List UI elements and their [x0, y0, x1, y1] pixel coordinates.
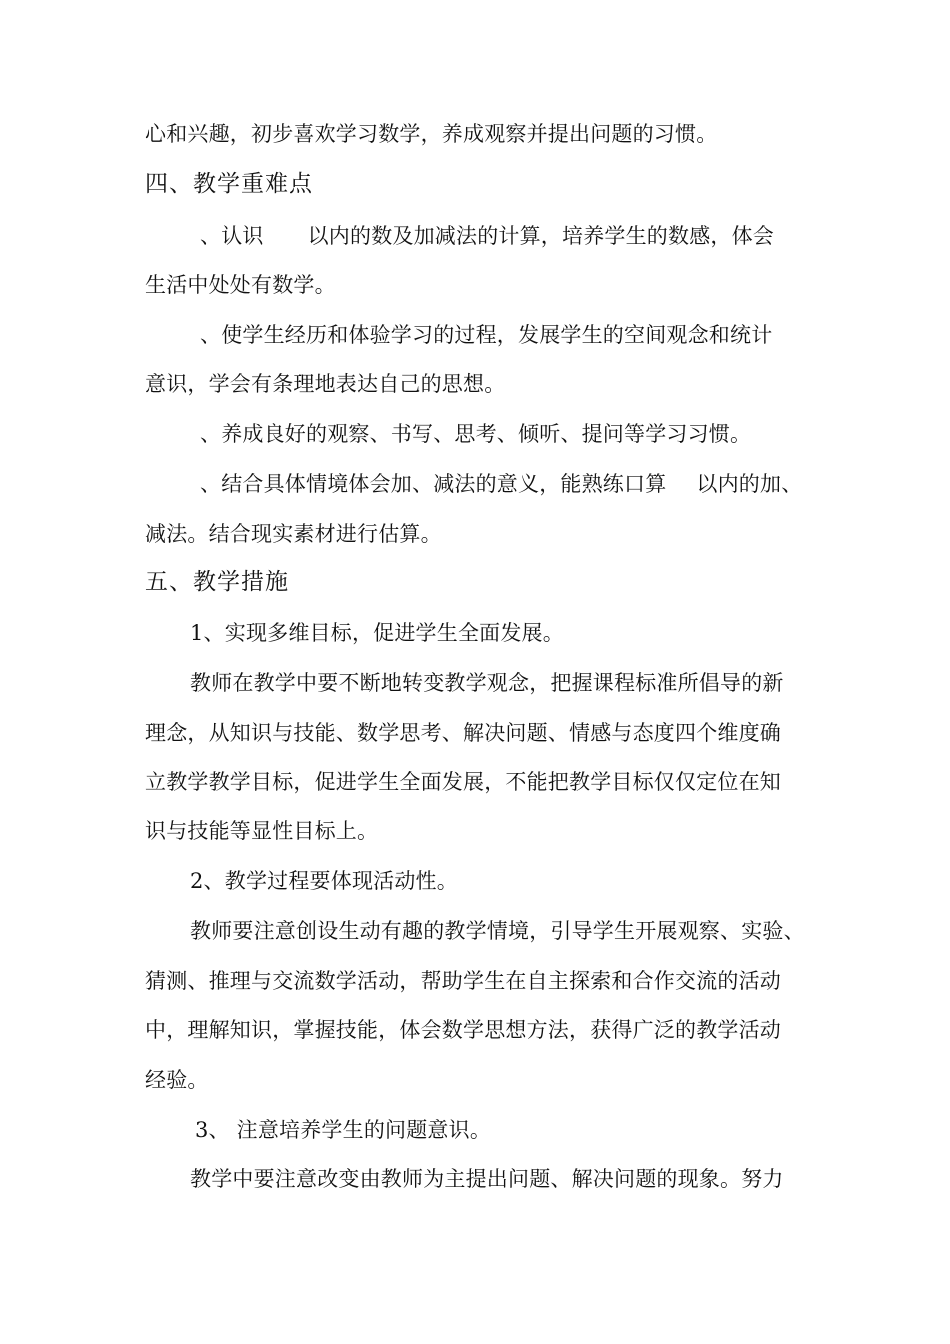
- paragraph-line: 、使学生经历和体验学习的过程，发展学生的空间观念和统计: [200, 323, 773, 347]
- section-heading-5: 五、教学措施: [145, 569, 289, 595]
- paragraph-line: 心和兴趣，初步喜欢学习数学，养成观察并提出问题的习惯。: [145, 122, 718, 146]
- text-segment: 以内的加、: [696, 472, 803, 496]
- paragraph-line: 生活中处处有数学。: [145, 273, 336, 297]
- paragraph-line: [200, 221, 810, 251]
- paragraph-line: 立教学教学目标，促进学生全面发展，不能把教学目标仅仅定位在知: [145, 770, 781, 794]
- measure-title-3: 3、 注意培养学生的问题意识。: [195, 1118, 492, 1142]
- paragraph-line: 中，理解知识，掌握技能，体会数学思想方法，获得广泛的教学活动: [145, 1018, 781, 1042]
- text-segment: 、认识: [200, 224, 264, 248]
- paragraph-line: 意识，学会有条理地表达自己的思想。: [145, 372, 506, 396]
- paragraph-line: 经验。: [145, 1068, 209, 1092]
- paragraph-line: 理念，从知识与技能、数学思考、解决问题、情感与态度四个维度确: [145, 721, 781, 745]
- paragraph-line: 、养成良好的观察、书写、思考、倾听、提问等学习习惯。: [200, 422, 752, 446]
- text-segment: 、结合具体情境体会加、减法的意义，能熟练口算: [200, 472, 667, 496]
- paragraph-line: 教师要注意创设生动有趣的教学情境，引导学生开展观察、实验、: [190, 919, 805, 943]
- paragraph-line: [200, 469, 810, 499]
- paragraph-line: 猜测、推理与交流数学活动，帮助学生在自主探索和合作交流的活动: [145, 969, 781, 993]
- paragraph-line: 教学中要注意改变由教师为主提出问题、解决问题的现象。努力: [190, 1167, 784, 1191]
- paragraph-line: 减法。结合现实素材进行估算。: [145, 522, 442, 546]
- measure-title-1: 1、实现多维目标，促进学生全面发展。: [190, 621, 564, 645]
- text-segment: 以内的数及加减法的计算，培养学生的数感，体会: [307, 224, 775, 248]
- measure-title-2: 2、教学过程要体现活动性。: [190, 869, 458, 893]
- paragraph-line: 教师在教学中要不断地转变教学观念，把握课程标准所倡导的新: [190, 671, 784, 695]
- section-heading-4: 四、教学重难点: [145, 171, 313, 197]
- paragraph-line: 识与技能等显性目标上。: [145, 819, 379, 843]
